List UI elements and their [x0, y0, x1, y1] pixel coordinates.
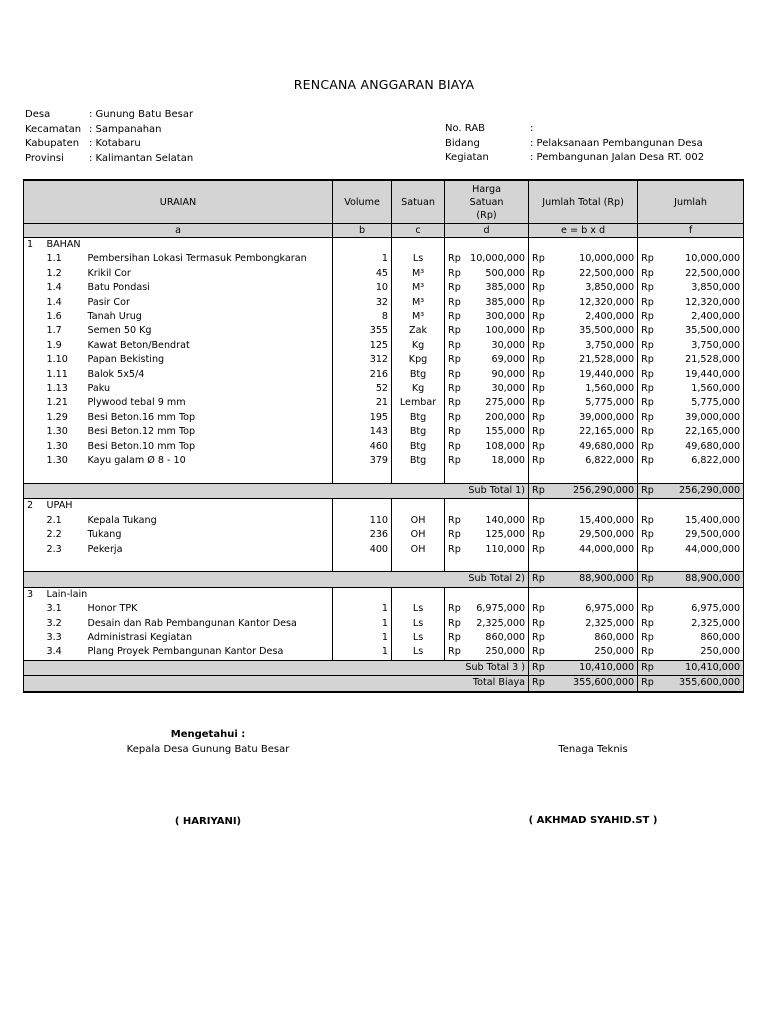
item-volume: 1 — [333, 645, 392, 660]
item-unit: M³ — [392, 296, 445, 310]
item-name: Pembersihan Lokasi Termasuk Pembongkaran — [85, 252, 333, 266]
item-volume: 143 — [333, 425, 392, 439]
item-name: Plywood tebal 9 mm — [85, 396, 333, 410]
subtotal-jumlah: 88,900,000 — [659, 572, 744, 587]
item-name: Semen 50 Kg — [85, 324, 333, 338]
currency-label: Rp — [532, 253, 545, 265]
item-jumlah: 49,680,000 — [659, 440, 744, 454]
currency-label: Rp — [532, 529, 545, 541]
item-volume: 45 — [333, 267, 392, 281]
total-jumlah: 355,600,000 — [659, 676, 744, 692]
item-price: 250,000 — [466, 645, 529, 660]
item-name: Besi Beton.10 mm Top — [85, 440, 333, 454]
currency-label: Rp — [532, 282, 545, 294]
currency-label: Rp — [641, 617, 654, 629]
item-total: 39,000,000 — [552, 411, 638, 425]
table-row — [24, 543, 744, 557]
currency-label: Rp — [445, 617, 466, 631]
currency-label: Rp — [641, 529, 654, 541]
item-jumlah: 860,000 — [659, 631, 744, 645]
currency-label: Rp — [641, 440, 654, 452]
item-volume: 110 — [333, 514, 392, 528]
item-code: 1.2 — [46, 267, 62, 279]
item-total: 49,680,000 — [552, 440, 638, 454]
item-name: Administrasi Kegiatan — [85, 631, 333, 645]
currency-label: Rp — [445, 296, 466, 310]
item-volume: 236 — [333, 528, 392, 542]
info-right — [445, 122, 704, 166]
header-volume: Volume — [333, 180, 392, 224]
item-unit: M³ — [392, 310, 445, 324]
currency-label: Rp — [532, 354, 545, 366]
item-name: Papan Bekisting — [85, 353, 333, 367]
item-code: 3.1 — [46, 603, 62, 615]
header-jumlah: Jumlah — [638, 180, 744, 224]
item-price: 300,000 — [466, 310, 529, 324]
item-jumlah: 21,528,000 — [659, 353, 744, 367]
table-row — [24, 454, 744, 468]
currency-label: Rp — [641, 397, 654, 409]
item-unit: Kg — [392, 382, 445, 396]
item-jumlah: 250,000 — [659, 645, 744, 660]
item-price: 860,000 — [466, 631, 529, 645]
header-uraian: URAIAN — [24, 180, 333, 224]
subtotal-label: Sub Total 2) — [24, 572, 529, 587]
item-unit: Ls — [392, 631, 445, 645]
table-row — [24, 528, 744, 542]
item-total: 5,775,000 — [552, 396, 638, 410]
table-row — [24, 324, 744, 338]
item-unit: Lembar — [392, 396, 445, 410]
item-price: 100,000 — [466, 324, 529, 338]
currency-label: Rp — [445, 528, 466, 542]
table-row — [24, 252, 744, 266]
table-header — [24, 180, 744, 224]
item-unit: Btg — [392, 440, 445, 454]
section-heading: 3 Lain-lain — [24, 587, 744, 602]
item-volume: 10 — [333, 281, 392, 295]
item-name: Batu Pondasi — [85, 281, 333, 295]
item-name: Honor TPK — [85, 602, 333, 616]
currency-label: Rp — [532, 296, 545, 308]
item-jumlah: 3,750,000 — [659, 339, 744, 353]
item-code: 1.7 — [46, 325, 62, 337]
table-row — [24, 440, 744, 454]
currency-label: Rp — [641, 296, 654, 308]
item-price: 69,000 — [466, 353, 529, 367]
info-left — [25, 108, 193, 166]
item-jumlah: 19,440,000 — [659, 368, 744, 382]
item-price: 18,000 — [466, 454, 529, 468]
item-price: 385,000 — [466, 281, 529, 295]
currency-label: Rp — [532, 368, 545, 380]
total-label: Total Biaya — [24, 676, 529, 692]
item-name: Plang Proyek Pembangunan Kantor Desa — [85, 645, 333, 660]
item-total: 6,975,000 — [552, 602, 638, 616]
item-price: 275,000 — [466, 396, 529, 410]
subtotal-row: Sub Total 2) Rp 88,900,000 Rp 88,900,000 — [24, 572, 744, 587]
currency-label: Rp — [641, 411, 654, 423]
item-volume: 460 — [333, 440, 392, 454]
item-name: Pasir Cor — [85, 296, 333, 310]
budget-table — [23, 179, 744, 693]
item-unit: Btg — [392, 454, 445, 468]
info-row: Kabupaten : Kotabaru — [25, 138, 141, 149]
item-total: 44,000,000 — [552, 543, 638, 557]
item-name: Tukang — [85, 528, 333, 542]
item-volume: 195 — [333, 411, 392, 425]
info-row: Provinsi : Kalimantan Selatan — [25, 152, 194, 164]
header-satuan: Satuan — [392, 180, 445, 224]
currency-label: Rp — [532, 325, 545, 337]
item-code: 3.3 — [46, 631, 62, 643]
item-code: 2.1 — [46, 514, 62, 526]
item-code: 3.2 — [46, 617, 62, 629]
subtotal-jumlah: 256,290,000 — [659, 483, 744, 498]
item-total: 1,560,000 — [552, 382, 638, 396]
mengetahui-label: Mengetahui : — [170, 729, 246, 740]
info-row: Desa : Gunung Batu Besar — [25, 109, 194, 120]
item-price: 200,000 — [466, 411, 529, 425]
item-unit: Ls — [392, 617, 445, 631]
currency-label: Rp — [445, 310, 466, 324]
currency-label: Rp — [445, 440, 466, 454]
total-value: 355,600,000 — [552, 676, 638, 692]
item-name: Besi Beton.16 mm Top — [85, 411, 333, 425]
right-signer-title: Tenaga Teknis — [558, 744, 628, 755]
info-row: No. RAB : — [445, 123, 534, 134]
item-code: 2.2 — [46, 529, 62, 541]
item-jumlah: 15,400,000 — [659, 514, 744, 528]
item-code: 1.4 — [46, 282, 62, 294]
currency-label: Rp — [445, 339, 466, 353]
item-code: 1.1 — [46, 253, 62, 265]
item-unit: Btg — [392, 411, 445, 425]
item-total: 250,000 — [552, 645, 638, 660]
currency-label: Rp — [532, 603, 545, 615]
currency-label: Rp — [641, 267, 654, 279]
item-code: 1.30 — [46, 440, 68, 452]
table-row — [24, 602, 744, 616]
currency-label: Rp — [532, 411, 545, 423]
item-unit: Btg — [392, 368, 445, 382]
item-total: 22,500,000 — [552, 267, 638, 281]
item-total: 21,528,000 — [552, 353, 638, 367]
currency-label: Rp — [641, 325, 654, 337]
currency-label: Rp — [641, 383, 654, 395]
item-price: 385,000 — [466, 296, 529, 310]
currency-label: Rp — [641, 543, 654, 555]
currency-label: Rp — [641, 354, 654, 366]
table-row — [24, 353, 744, 367]
subtotal-value: 10,410,000 — [552, 660, 638, 675]
item-price: 30,000 — [466, 382, 529, 396]
table-row — [24, 368, 744, 382]
item-unit: Kpg — [392, 353, 445, 367]
currency-label: Rp — [641, 631, 654, 643]
currency-label: Rp — [445, 396, 466, 410]
item-price: 2,325,000 — [466, 617, 529, 631]
item-jumlah: 2,400,000 — [659, 310, 744, 324]
table-row — [24, 617, 744, 631]
currency-label: Rp — [532, 455, 545, 467]
info-row: Bidang : Pelaksanaan Pembangunan Desa — [445, 137, 703, 149]
item-unit: OH — [392, 543, 445, 557]
table-row — [24, 267, 744, 281]
item-unit: Btg — [392, 425, 445, 439]
info-row: Kegiatan : Pembangunan Jalan Desa RT. 002 — [445, 152, 705, 163]
item-unit: M³ — [392, 281, 445, 295]
item-price: 10,000,000 — [466, 252, 529, 266]
item-total: 10,000,000 — [552, 252, 638, 266]
table-row — [24, 396, 744, 410]
item-unit: Ls — [392, 645, 445, 660]
currency-label: Rp — [532, 440, 545, 452]
item-code: 1.30 — [46, 455, 68, 467]
item-total: 2,325,000 — [552, 617, 638, 631]
section-heading: 1 BAHAN — [24, 238, 744, 253]
table-row — [24, 631, 744, 645]
item-jumlah: 6,822,000 — [659, 454, 744, 468]
item-price: 108,000 — [466, 440, 529, 454]
subtotal-label: Sub Total 1) — [24, 483, 529, 498]
item-unit: OH — [392, 514, 445, 528]
item-price: 155,000 — [466, 425, 529, 439]
item-code: 1.11 — [46, 368, 68, 380]
item-code: 2.3 — [46, 543, 62, 555]
left-signer-title: Kepala Desa Gunung Batu Besar — [126, 744, 290, 755]
table-row — [24, 310, 744, 324]
right-signer-name: ( AKHMAD SYAHID.ST ) — [528, 815, 658, 826]
table-row — [24, 411, 744, 425]
item-code: 3.4 — [46, 646, 62, 658]
item-jumlah: 6,975,000 — [659, 602, 744, 616]
item-unit: Ls — [392, 252, 445, 266]
currency-label: Rp — [641, 426, 654, 438]
subtotal-jumlah: 10,410,000 — [659, 660, 744, 675]
item-name: Desain dan Rab Pembangunan Kantor Desa — [85, 617, 333, 631]
item-volume: 21 — [333, 396, 392, 410]
item-total: 860,000 — [552, 631, 638, 645]
currency-label: Rp — [445, 368, 466, 382]
item-jumlah: 35,500,000 — [659, 324, 744, 338]
currency-label: Rp — [641, 368, 654, 380]
item-name: Krikil Cor — [85, 267, 333, 281]
item-price: 90,000 — [466, 368, 529, 382]
item-volume: 1 — [333, 617, 392, 631]
item-price: 500,000 — [466, 267, 529, 281]
item-total: 3,850,000 — [552, 281, 638, 295]
item-name: Tanah Urug — [85, 310, 333, 324]
currency-label: Rp — [532, 267, 545, 279]
item-jumlah: 29,500,000 — [659, 528, 744, 542]
item-name: Besi Beton.12 mm Top — [85, 425, 333, 439]
currency-label: Rp — [445, 631, 466, 645]
currency-label: Rp — [641, 514, 654, 526]
item-volume: 52 — [333, 382, 392, 396]
currency-label: Rp — [641, 339, 654, 351]
currency-label: Rp — [641, 253, 654, 265]
currency-label: Rp — [641, 603, 654, 615]
item-price: 30,000 — [466, 339, 529, 353]
currency-label: Rp — [532, 339, 545, 351]
item-unit: M³ — [392, 267, 445, 281]
item-jumlah: 22,500,000 — [659, 267, 744, 281]
table-row — [24, 425, 744, 439]
item-code: 1.29 — [46, 411, 68, 423]
item-code: 1.9 — [46, 339, 62, 351]
currency-label: Rp — [532, 397, 545, 409]
item-volume: 1 — [333, 631, 392, 645]
currency-label: Rp — [445, 645, 466, 660]
table-row — [24, 514, 744, 528]
currency-label: Rp — [641, 282, 654, 294]
currency-label: Rp — [532, 631, 545, 643]
item-code: 1.21 — [46, 397, 68, 409]
item-volume: 379 — [333, 454, 392, 468]
item-price: 110,000 — [466, 543, 529, 557]
table-row — [24, 645, 744, 660]
item-jumlah: 39,000,000 — [659, 411, 744, 425]
currency-label: Rp — [445, 514, 466, 528]
currency-label: Rp — [532, 383, 545, 395]
currency-label: Rp — [445, 324, 466, 338]
item-volume: 312 — [333, 353, 392, 367]
table-row — [24, 296, 744, 310]
currency-label: Rp — [445, 425, 466, 439]
item-jumlah: 3,850,000 — [659, 281, 744, 295]
item-total: 35,500,000 — [552, 324, 638, 338]
column-letters: a b c d e = b x d f — [24, 224, 744, 238]
item-total: 6,822,000 — [552, 454, 638, 468]
left-signer-name: ( HARIYANI) — [174, 816, 242, 827]
item-price: 140,000 — [466, 514, 529, 528]
subtotal-value: 256,290,000 — [552, 483, 638, 498]
item-total: 3,750,000 — [552, 339, 638, 353]
item-total: 15,400,000 — [552, 514, 638, 528]
currency-label: Rp — [445, 543, 466, 557]
item-total: 22,165,000 — [552, 425, 638, 439]
item-total: 29,500,000 — [552, 528, 638, 542]
table-row — [24, 281, 744, 295]
subtotal-label: Sub Total 3 ) — [24, 660, 529, 675]
currency-label: Rp — [445, 353, 466, 367]
item-name: Balok 5x5/4 — [85, 368, 333, 382]
item-price: 6,975,000 — [466, 602, 529, 616]
item-volume: 1 — [333, 252, 392, 266]
currency-label: Rp — [445, 411, 466, 425]
currency-label: Rp — [445, 602, 466, 616]
item-unit: OH — [392, 528, 445, 542]
table-row — [24, 339, 744, 353]
currency-label: Rp — [532, 543, 545, 555]
header-harga: Harga Satuan (Rp) — [445, 180, 529, 224]
item-jumlah: 22,165,000 — [659, 425, 744, 439]
table-body — [24, 238, 744, 692]
total-row: Total Biaya Rp 355,600,000 Rp 355,600,000 — [24, 676, 744, 692]
header-jumlah-total: Jumlah Total (Rp) — [529, 180, 638, 224]
info-row: Kecamatan : Sampanahan — [25, 123, 162, 135]
item-volume: 1 — [333, 602, 392, 616]
item-total: 19,440,000 — [552, 368, 638, 382]
currency-label: Rp — [445, 454, 466, 468]
item-code: 1.13 — [46, 383, 68, 395]
currency-label: Rp — [445, 267, 466, 281]
blank-row — [24, 469, 744, 484]
item-jumlah: 10,000,000 — [659, 252, 744, 266]
item-volume: 32 — [333, 296, 392, 310]
section-heading: 2 UPAH — [24, 499, 744, 514]
item-unit: Ls — [392, 602, 445, 616]
currency-label: Rp — [641, 646, 654, 658]
blank-row — [24, 557, 744, 572]
item-volume: 355 — [333, 324, 392, 338]
currency-label: Rp — [532, 426, 545, 438]
item-name: Paku — [85, 382, 333, 396]
currency-label: Rp — [641, 455, 654, 467]
currency-label: Rp — [445, 382, 466, 396]
currency-label: Rp — [641, 311, 654, 323]
document-title: RENCANA ANGGARAN BIAYA — [293, 77, 475, 92]
item-code: 1.30 — [46, 426, 68, 438]
item-unit: Zak — [392, 324, 445, 338]
item-name: Kepala Tukang — [85, 514, 333, 528]
item-code: 1.10 — [46, 354, 68, 366]
item-name: Kawat Beton/Bendrat — [85, 339, 333, 353]
currency-label: Rp — [532, 514, 545, 526]
item-code: 1.4 — [46, 296, 62, 308]
item-jumlah: 12,320,000 — [659, 296, 744, 310]
item-name: Pekerja — [85, 543, 333, 557]
item-volume: 125 — [333, 339, 392, 353]
item-volume: 216 — [333, 368, 392, 382]
item-total: 12,320,000 — [552, 296, 638, 310]
item-jumlah: 5,775,000 — [659, 396, 744, 410]
currency-label: Rp — [445, 252, 466, 266]
item-price: 125,000 — [466, 528, 529, 542]
item-volume: 400 — [333, 543, 392, 557]
currency-label: Rp — [532, 617, 545, 629]
item-code: 1.6 — [46, 311, 62, 323]
subtotal-row: Sub Total 3 ) Rp 10,410,000 Rp 10,410,000 — [24, 660, 744, 675]
item-unit: Kg — [392, 339, 445, 353]
currency-label: Rp — [532, 646, 545, 658]
item-jumlah: 1,560,000 — [659, 382, 744, 396]
item-name: Kayu galam Ø 8 - 10 — [85, 454, 333, 468]
item-jumlah: 2,325,000 — [659, 617, 744, 631]
item-volume: 8 — [333, 310, 392, 324]
currency-label: Rp — [532, 311, 545, 323]
table-row — [24, 382, 744, 396]
currency-label: Rp — [445, 281, 466, 295]
subtotal-row: Sub Total 1) Rp 256,290,000 Rp 256,290,000 — [24, 483, 744, 498]
subtotal-value: 88,900,000 — [552, 572, 638, 587]
item-total: 2,400,000 — [552, 310, 638, 324]
item-jumlah: 44,000,000 — [659, 543, 744, 557]
